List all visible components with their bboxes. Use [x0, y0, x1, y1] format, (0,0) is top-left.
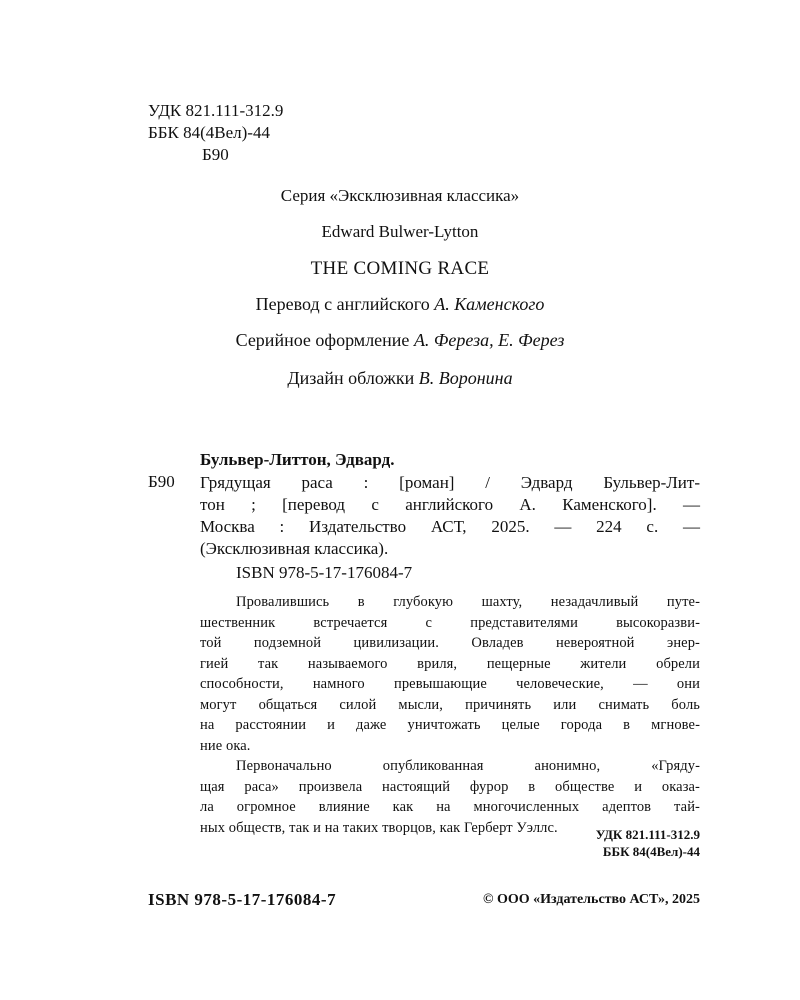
bbk-code: ББК 84(4Вел)-44	[148, 123, 270, 142]
annotation-line: ных обществ, так и на таких творцов, как Герберт Уэллс.	[200, 819, 558, 836]
annotation-line: ла огромное влияние как на многочисленных адептов тай-	[200, 799, 700, 815]
original-author: Edward Bulwer-Lytton	[321, 222, 479, 241]
designer-names: А. Фереза, Е. Ферез	[413, 330, 565, 350]
annotation-line: могут общаться силой мысли, причинять или снимать боль	[200, 696, 700, 713]
bibliography-isbn: ISBN 978-5-17-176084-7	[236, 563, 413, 582]
udk-code-right: УДК 821.111-312.9	[595, 827, 700, 842]
bibliography-line: Москва : Издательство АСТ, 2025. — 224 с. —	[200, 517, 700, 536]
original-title: THE COMING RACE	[310, 258, 490, 279]
annotation-line: щая раса» произвела настоящий фурор в обществе и оказа-	[200, 778, 700, 795]
annotation	[200, 592, 700, 838]
bbk-code-right: ББК 84(4Вел)-44	[602, 844, 700, 859]
cover-label: Дизайн обложки	[287, 368, 419, 388]
bibliography-mark: Б90	[148, 472, 175, 491]
annotation-line: той подземной цивилизации. Овладев невероятной энер-	[200, 635, 700, 651]
annotation-line: Провалившись в глубокую шахту, незадачливый путе-	[236, 594, 700, 610]
annotation-line: ние ока.	[200, 737, 251, 754]
classification-codes	[148, 100, 283, 166]
design-label: Серийное оформление	[235, 330, 414, 350]
translator-name: А. Каменского	[434, 294, 545, 314]
classification-codes-right	[596, 826, 700, 860]
udk-code: УДК 821.111-312.9	[148, 101, 284, 120]
footer-isbn: ISBN 978-5-17-176084-7	[148, 890, 337, 909]
bibliography-line: (Эксклюзивная классика).	[200, 539, 389, 558]
bibliography-record	[200, 472, 700, 560]
annotation-line: способности, намного превышающие человеческие, — они	[200, 676, 700, 692]
footer-copyright: © ООО «Издательство АСТ», 2025	[482, 892, 700, 907]
cover-credit	[0, 368, 800, 389]
author-mark: Б90	[202, 145, 229, 164]
cover-designer-name: В. Воронина	[418, 368, 513, 388]
series-line: Серия «Эксклюзивная классика»	[280, 186, 520, 205]
annotation-line: шественник встречается с представителями высокоразви-	[200, 614, 700, 631]
design-credit	[0, 330, 800, 351]
bibliography-line: Грядущая раса : [роман] / Эдвард Бульвер-Лит-	[200, 473, 700, 492]
annotation-line: на расстоянии и даже уничтожать целые города в мгнове-	[200, 717, 700, 733]
translation-label: Перевод с английского	[255, 294, 435, 314]
bibliography-line: тон ; [перевод с английского А. Каменского]. —	[200, 495, 700, 514]
bibliography-author: Бульвер-Литтон, Эдвард.	[200, 450, 395, 469]
translation-credit	[0, 294, 800, 315]
annotation-line: Первоначально опубликованная анонимно, «Гряду-	[236, 758, 700, 774]
annotation-line: гией так называемого вриля, пещерные жители обрели	[200, 655, 700, 672]
